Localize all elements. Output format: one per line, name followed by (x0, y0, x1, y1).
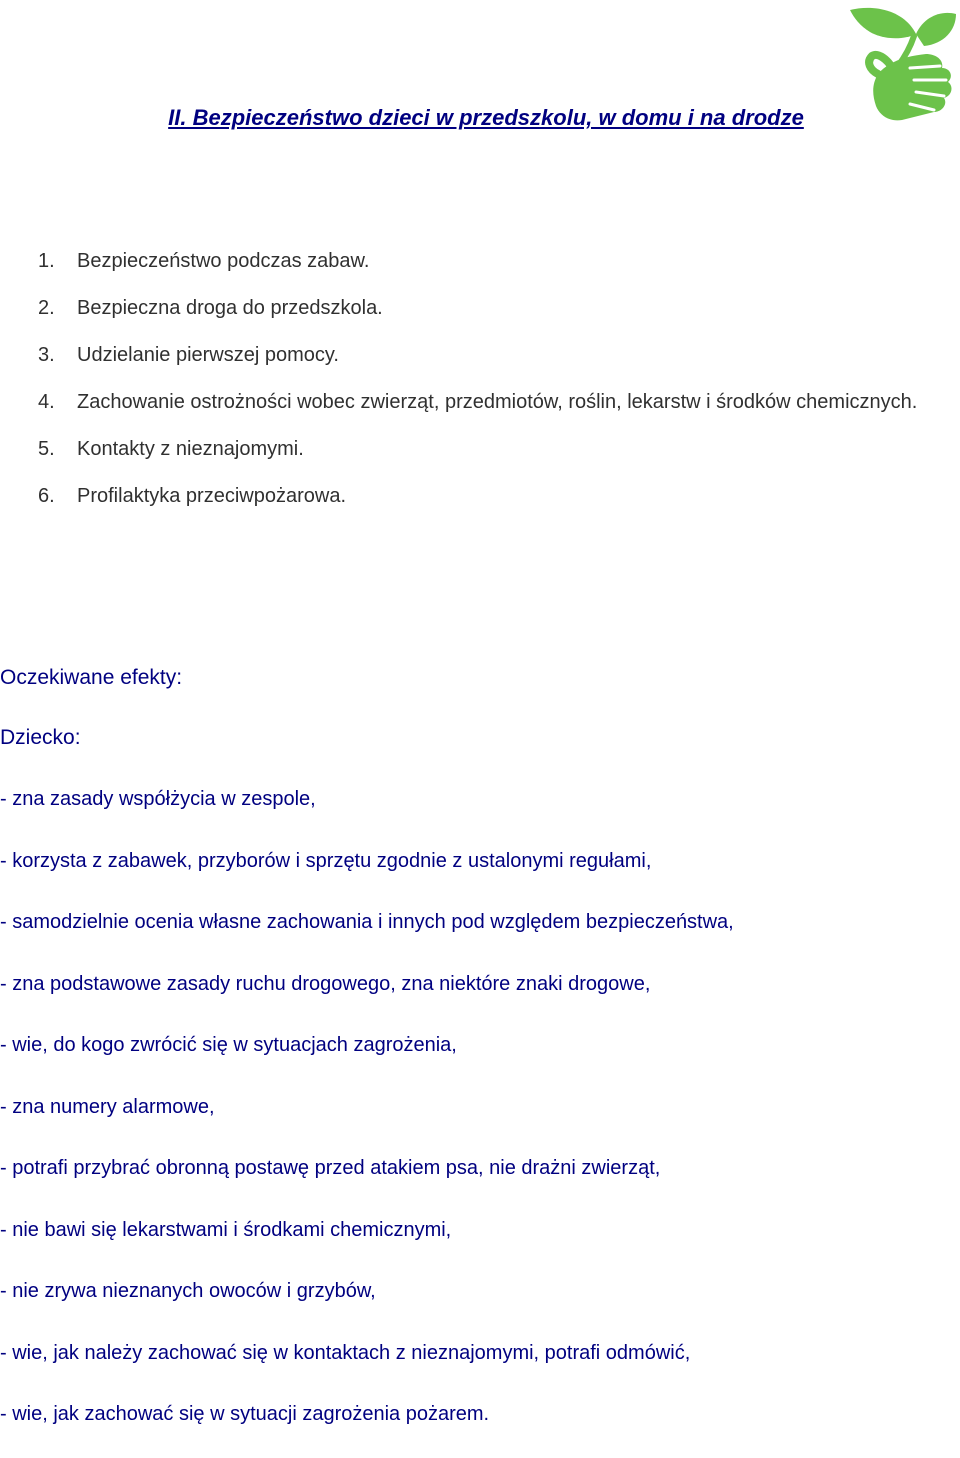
section-subheading: Dziecko: (0, 726, 81, 749)
expected-effects-section (0, 660, 960, 1458)
list-item-text: Bezpieczeństwo podczas zabaw. (77, 250, 370, 272)
section-heading: Oczekiwane efekty: (0, 666, 183, 689)
list-item-text: Kontakty z nieznajomymi. (77, 438, 304, 460)
topic-list (0, 238, 960, 520)
list-item (0, 426, 960, 473)
list-item-number: 1. (38, 250, 55, 272)
effect-item: - samodzielnie ocenia własne zachowania i innych pod względem bezpieczeństwa, (0, 911, 734, 933)
list-item-text: Profilaktyka przeciwpożarowa. (77, 485, 346, 507)
list-item (0, 379, 960, 426)
effect-item: - potrafi przybrać obronną postawę przed atakiem psa, nie drażni zwierząt, (0, 1157, 661, 1179)
effect-item: - wie, jak zachować się w sytuacji zagrożenia pożarem. (0, 1403, 490, 1425)
list-item-number: 2. (38, 297, 55, 319)
list-item (0, 473, 960, 520)
effects-list (0, 781, 960, 1432)
effect-item: - nie zrywa nieznanych owoców i grzybów, (0, 1280, 376, 1302)
page-title: II. Bezpieczeństwo dzieci w przedszkolu, w domu i na drodze (168, 105, 804, 130)
list-item-number: 5. (38, 438, 55, 460)
effect-item: - korzysta z zabawek, przyborów i sprzętu zgodnie z ustalonymi regułami, (0, 849, 652, 872)
list-item (0, 238, 960, 285)
effect-item: - zna numery alarmowe, (0, 1095, 215, 1118)
list-item-text: Udzielanie pierwszej pomocy. (77, 344, 339, 366)
effect-item: - wie, jak należy zachować się w kontaktach z nieznajomymi, potrafi odmówić, (0, 1341, 691, 1364)
list-item-text: Bezpieczna droga do przedszkola. (77, 297, 383, 319)
effect-item: - nie bawi się lekarstwami i środkami chemicznymi, (0, 1218, 452, 1241)
effect-item: - zna zasady współżycia w zespole, (0, 788, 316, 810)
effect-item: - zna podstawowe zasady ruchu drogowego, zna niektóre znaki drogowe, (0, 972, 651, 995)
list-item-text: Zachowanie ostrożności wobec zwierząt, przedmiotów, roślin, lekarstw i środków chemicznych. (77, 391, 918, 413)
list-item-number: 3. (38, 344, 55, 366)
list-item (0, 285, 960, 332)
effect-item: - wie, do kogo zwrócić się w sytuacjach zagrożenia, (0, 1034, 457, 1056)
list-item-number: 4. (38, 391, 55, 413)
list-item-number: 6. (38, 485, 55, 507)
list-item (0, 332, 960, 379)
